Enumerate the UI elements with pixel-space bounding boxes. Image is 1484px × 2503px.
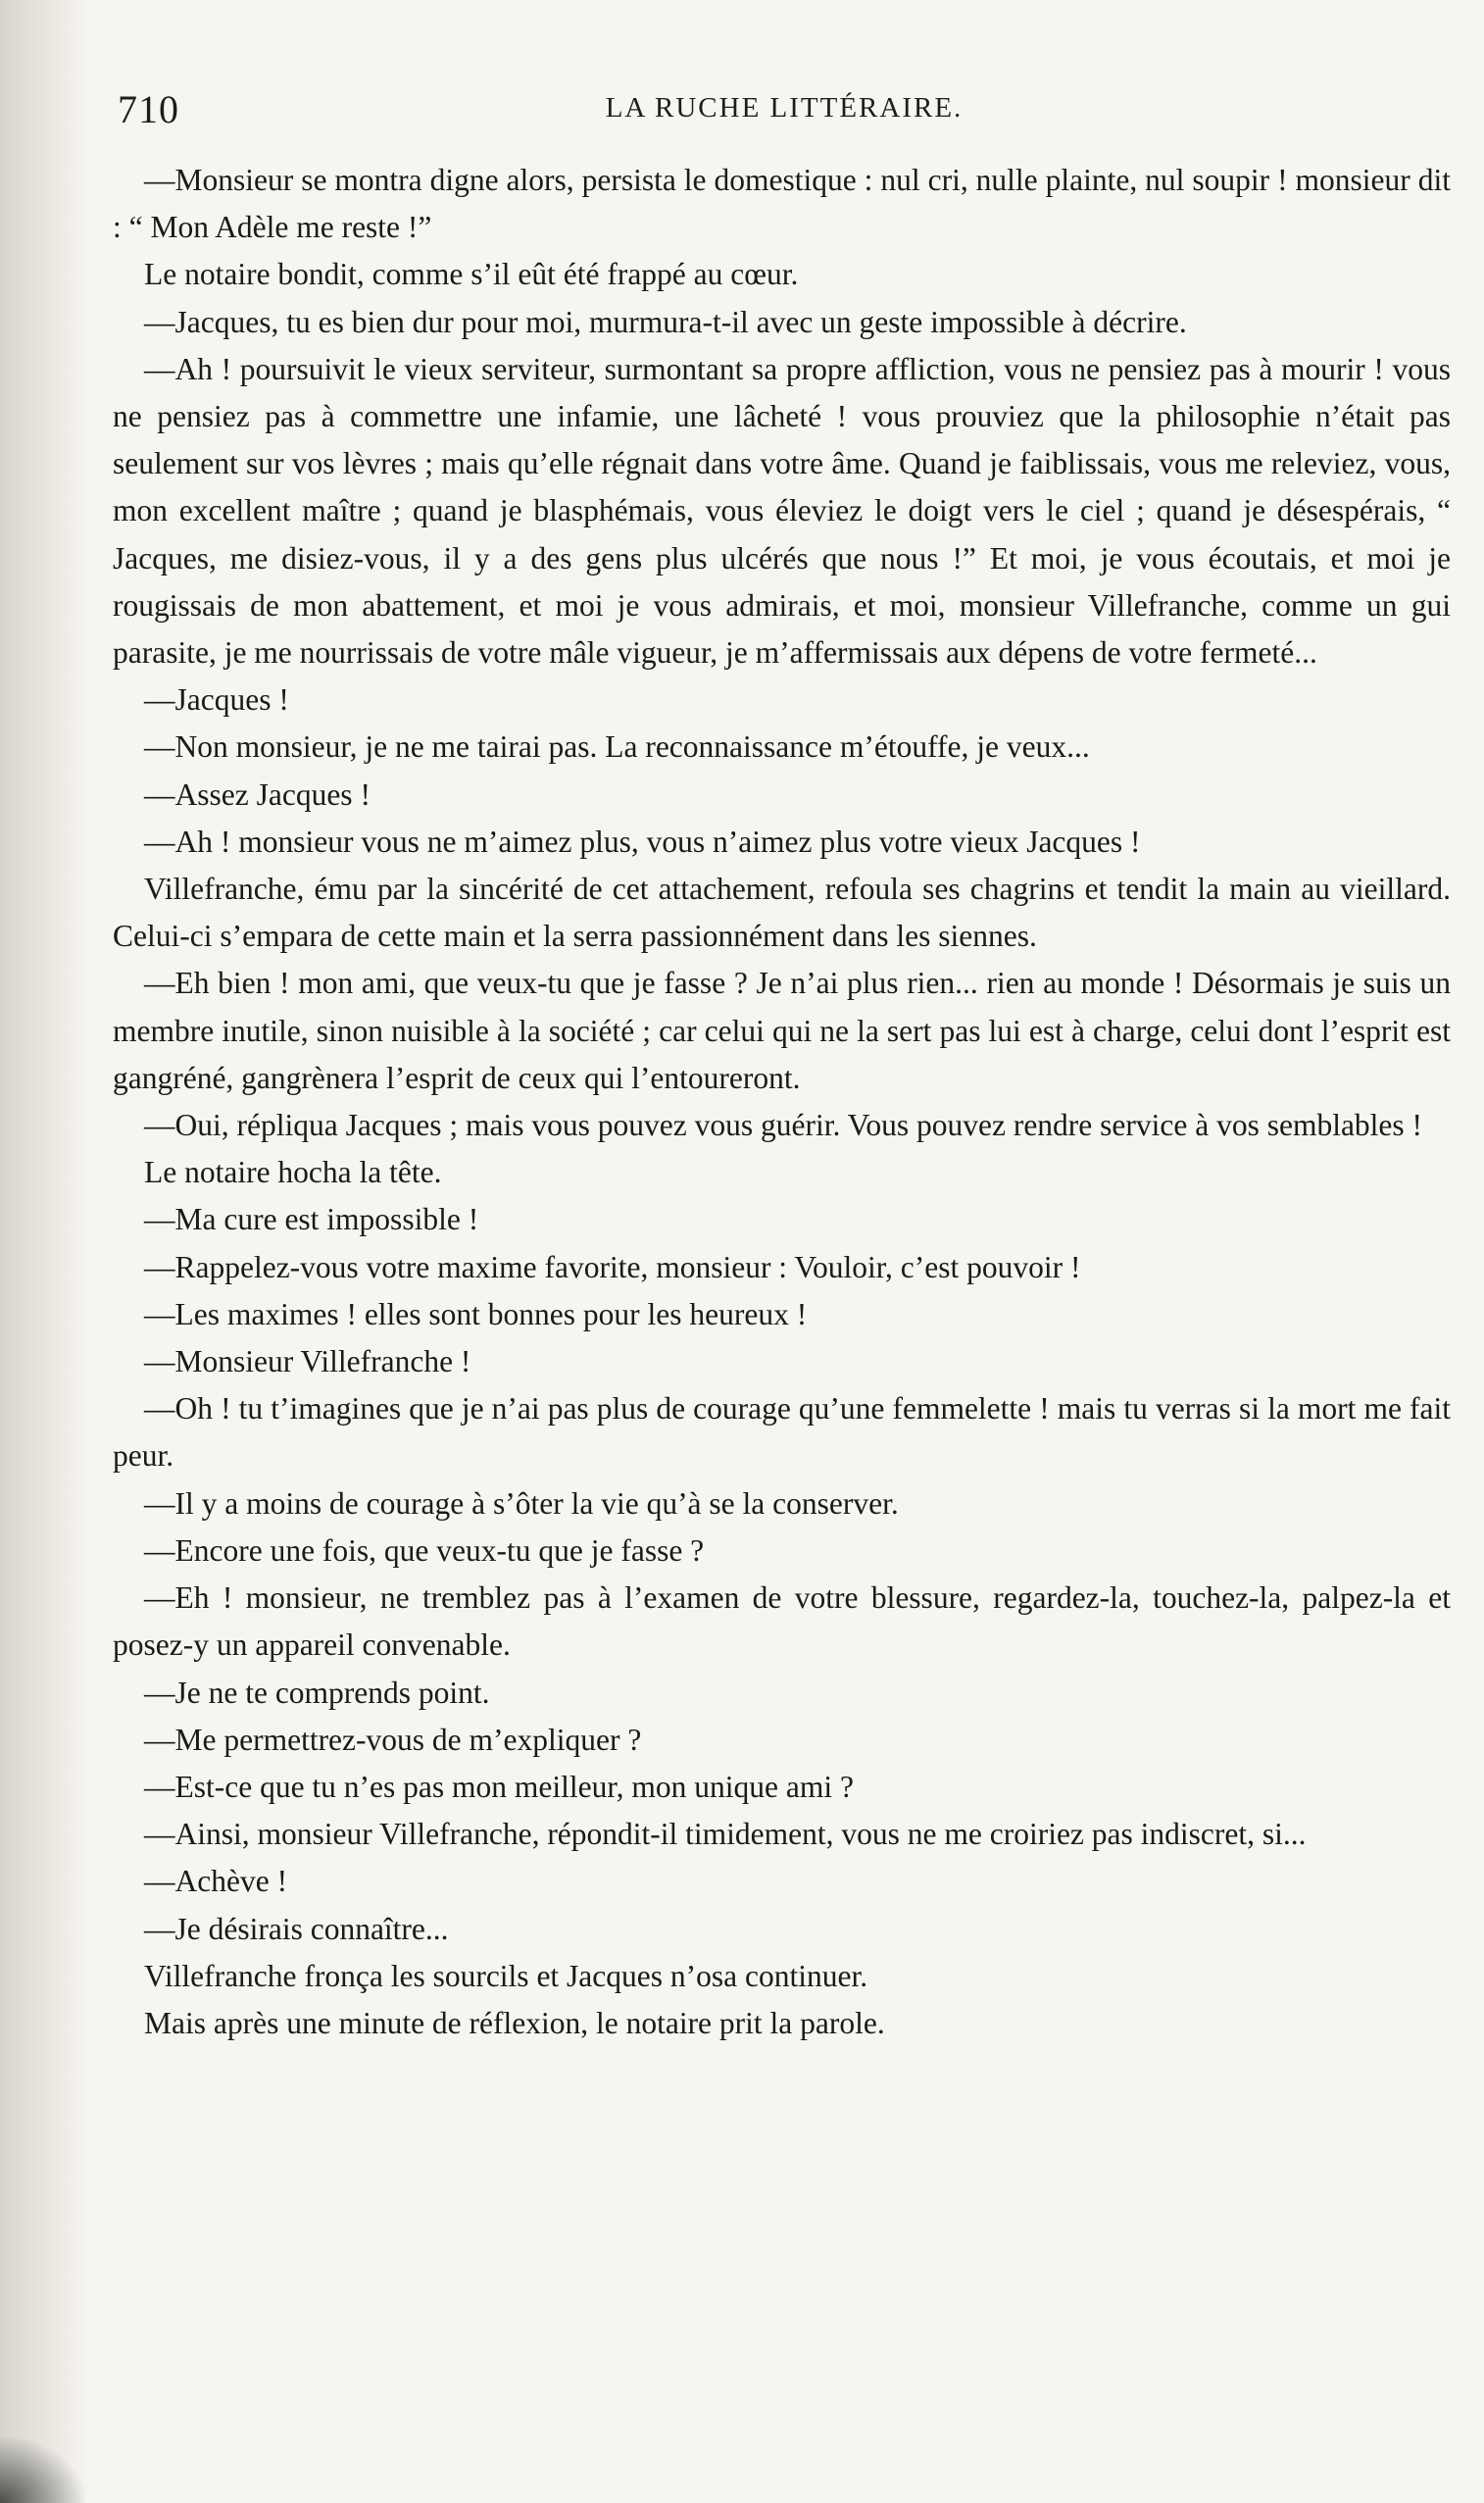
paragraph: —Eh bien ! mon ami, que veux-tu que je fasse ? Je n’ai plus rien... rien au monde ! Désormais je suis un membre inutile, sinon nuisible à la société ; car celui qui ne la sert pas lui est à charge, celui dont l’esprit est gangréné, gangrènera l’esprit de ceux qui l’entoureront. (113, 966, 1451, 1095)
paragraph: —Oui, répliqua Jacques ; mais vous pouvez vous guérir. Vous pouvez rendre service à vos semblables ! (144, 1108, 1423, 1143)
paragraph: Villefranche, ému par la sincérité de cet attachement, refoula ses chagrins et tendit la main au vieillard. Celui-ci s’empara de cette main et la serra passionnément dans les siennes. (113, 872, 1451, 954)
paragraph: Mais après une minute de réflexion, le notaire prit la parole. (144, 2005, 885, 2040)
running-title: LA RUCHE LITTÉRAIRE. (605, 92, 964, 124)
paragraph: —Il y a moins de courage à s’ôter la vie qu’à se la conserver. (144, 1485, 899, 1521)
paragraph: —Est-ce que tu n’es pas mon meilleur, mon unique ami ? (144, 1769, 854, 1804)
paragraph: —Jacques, tu es bien dur pour moi, murmura-t-il avec un geste impossible à décrire. (144, 304, 1187, 339)
paragraph: —Ah ! poursuivit le vieux serviteur, surmontant sa propre affliction, vous ne pensiez pas à mourir ! vous ne pensiez pas à commettre une infamie, une lâcheté ! vous prouviez que la philosophie n’était pas seulement sur vos lèvres ; mais qu’elle régnait dans votre âme. Quand je faiblissais, vous me releviez, vous, mon excellent maître ; quand je blasphémais, vous éleviez le doigt vers le ciel ; quand je désespérais, “ Jacques, me disiez-vous, il y a des gens plus ulcérés que nous !” Et moi, je vous écoutais, et moi je rougissais de mon abattement, et moi je vous admirais, et moi, monsieur Villefranche, comme un gui parasite, je me nourrissais de votre mâle vigueur, je m’affermissais aux dépens de votre fermeté... (113, 351, 1451, 671)
page-number: 710 (118, 87, 179, 131)
paragraph: —Non monsieur, je ne me tairai pas. La reconnaissance m’étouffe, je veux... (144, 729, 1090, 765)
paragraph: —Rappelez-vous votre maxime favorite, monsieur : Vouloir, c’est pouvoir ! (144, 1249, 1081, 1284)
paragraph: —Monsieur Villefranche ! (144, 1344, 471, 1379)
paragraph: —Monsieur se montra digne alors, persista le domestique : nul cri, nulle plainte, nul soupir ! monsieur dit : “ Mon Adèle me reste !” (113, 163, 1451, 245)
paragraph: Villefranche fronça les sourcils et Jacques n’osa continuer. (144, 1958, 868, 1993)
paragraph: —Encore une fois, que veux-tu que je fasse ? (144, 1532, 705, 1568)
body-text (113, 157, 1451, 2047)
paragraph: —Ah ! monsieur vous ne m’aimez plus, vous n’aimez plus votre vieux Jacques ! (144, 824, 1141, 859)
paragraph: —Jacques ! (144, 682, 289, 718)
paragraph: —Je désirais connaître... (144, 1911, 449, 1946)
page-header (118, 86, 1451, 135)
paragraph: —Assez Jacques ! (144, 776, 371, 812)
paragraph: —Les maximes ! elles sont bonnes pour les heureux ! (144, 1296, 808, 1331)
paragraph: —Je ne te comprends point. (144, 1675, 490, 1710)
paragraph: —Ma cure est impossible ! (144, 1202, 479, 1237)
paragraph: Le notaire bondit, comme s’il eût été frappé au cœur. (144, 257, 799, 292)
paragraph: —Ainsi, monsieur Villefranche, répondit-il timidement, vous ne me croiriez pas indiscret, si... (144, 1817, 1307, 1852)
paragraph: —Me permettrez-vous de m’expliquer ? (144, 1722, 642, 1757)
paragraph: —Achève ! (144, 1864, 288, 1899)
paragraph: —Oh ! tu t’imagines que je n’ai pas plus de courage qu’une femmelette ! mais tu verras si la mort me fait peur. (113, 1391, 1451, 1474)
paragraph: Le notaire hocha la tête. (144, 1155, 442, 1190)
paragraph: —Eh ! monsieur, ne tremblez pas à l’examen de votre blessure, regardez-la, touchez-la, palpez-la et posez-y un appareil convenable. (113, 1580, 1451, 1663)
